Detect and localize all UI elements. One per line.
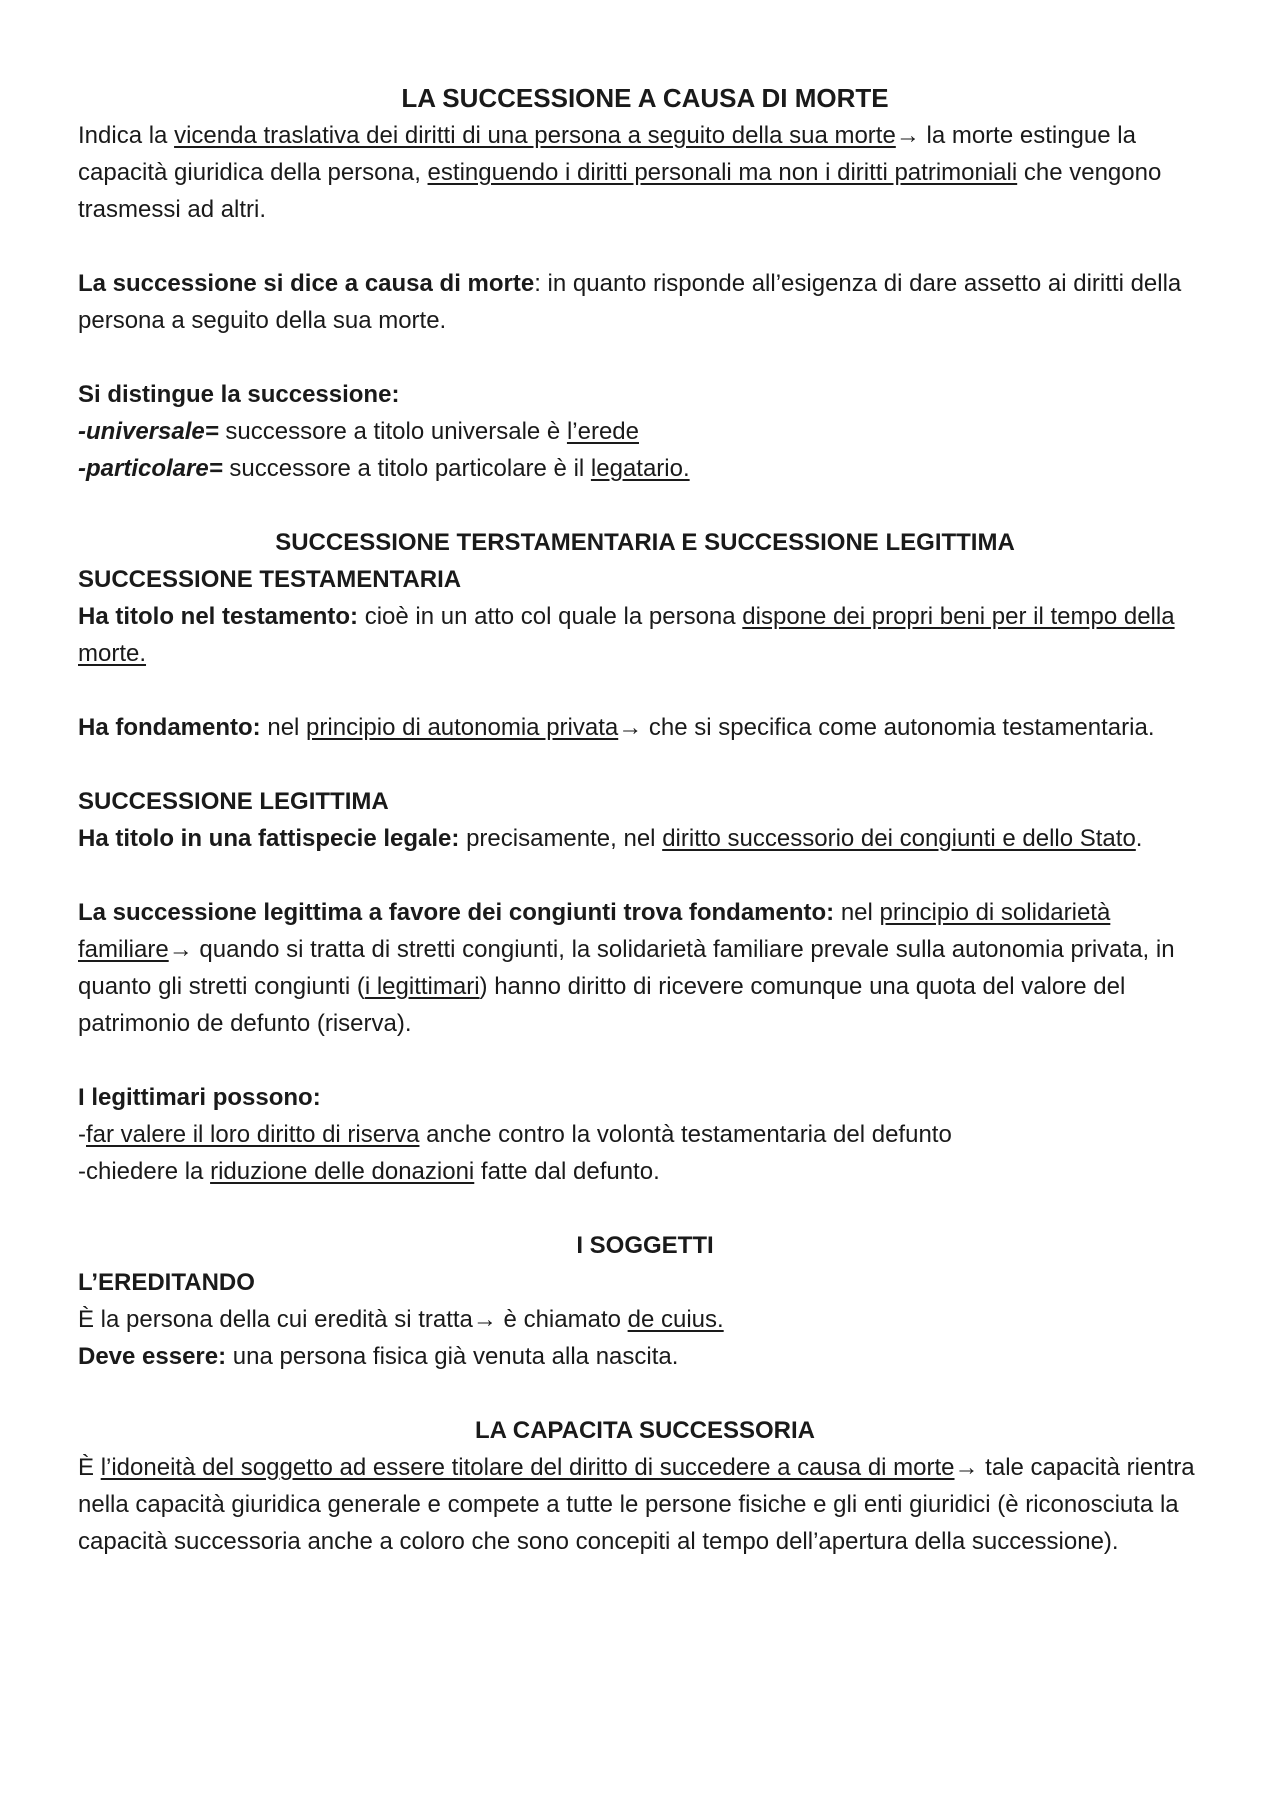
congiunti-text-2: → quando si tratta di stretti congiunti, la solidarietà familiare prevale sulla autonomia privata, in quanto gli stretti congiunti ( bbox=[78, 936, 1175, 1000]
causa-text: : in quanto risponde all’esigenza di dare assetto ai diritti della persona a seguito della sua morte. bbox=[78, 270, 1182, 334]
intro-text-2: → la morte estingue la capacità giuridica della persona, bbox=[78, 122, 1136, 186]
capacita-underline: l’idoneità del soggetto ad essere titolare del diritto di succedere a causa di morte bbox=[100, 1454, 955, 1481]
particolare-text: successore a titolo particolare è il bbox=[222, 455, 591, 482]
fondamento-text-1: nel bbox=[260, 714, 307, 741]
legittimari-item-1 bbox=[78, 1116, 1212, 1153]
item-1-text: anche contro la volontà testamentaria del defunto bbox=[419, 1121, 952, 1148]
intro-underline-1: vicenda traslativa dei diritti di una persona a seguito della sua morte bbox=[174, 122, 896, 149]
capacita-text-2: → tale capacità rientra nella capacità giuridica generale e compete a tutte le persone fisiche e gli enti giuridici (è riconosciuta la capacità successoria anche a coloro che sono concepiti al tempo dell’apertura della successione). bbox=[78, 1454, 1195, 1555]
item-2-text-2: fatte dal defunto. bbox=[474, 1158, 660, 1185]
item-2-text-1: -chiedere la bbox=[78, 1158, 211, 1185]
congiunti-bold: La successione legittima a favore dei congiunti trova fondamento: bbox=[78, 899, 835, 926]
testamentaria-titolo-text: cioè in un atto col quale la persona bbox=[358, 603, 743, 630]
causa-bold: La successione si dice a causa di morte bbox=[78, 270, 535, 297]
fondamento-underline: principio di autonomia privata bbox=[306, 714, 619, 741]
intro-paragraph bbox=[78, 117, 1212, 228]
universale-text: successore a titolo universale è bbox=[218, 418, 567, 445]
fondamento-text-2: → che si specifica come autonomia testamentaria. bbox=[618, 714, 1155, 741]
section-heading-capacita: LA CAPACITA SUCCESSORIA bbox=[474, 1417, 815, 1444]
universale-label: -universale= bbox=[78, 418, 219, 445]
legittima-titolo-underline: diritto successorio dei congiunti e dello Stato bbox=[662, 825, 1136, 852]
item-1-underline: far valere il loro diritto di riserva bbox=[86, 1121, 420, 1148]
legittimari-heading: I legittimari possono: bbox=[78, 1084, 321, 1111]
legittima-titolo bbox=[78, 820, 1212, 857]
ereditando-underline: de cuius. bbox=[627, 1306, 724, 1333]
congiunti-underline-1: principio di solidarietà familiare bbox=[78, 899, 1111, 963]
ereditando-heading: L’EREDITANDO bbox=[78, 1269, 255, 1296]
particolare-underline: legatario. bbox=[590, 455, 690, 482]
deve-essere-text: una persona fisica già venuta alla nascita. bbox=[226, 1343, 679, 1370]
testamentaria-titolo-underline: dispone dei propri beni per il tempo della morte. bbox=[78, 603, 1175, 667]
particolare-line bbox=[78, 450, 1212, 487]
ereditando-line-2 bbox=[78, 1338, 1212, 1375]
capacita-paragraph bbox=[78, 1449, 1212, 1560]
section-heading-successione: SUCCESSIONE TERSTAMENTARIA E SUCCESSIONE LEGITTIMA bbox=[275, 529, 1015, 556]
deve-essere-bold: Deve essere: bbox=[78, 1343, 227, 1370]
distingue-heading: Si distingue la successione: bbox=[78, 381, 400, 408]
congiunti-text-1: nel bbox=[834, 899, 880, 926]
legittimari-item-2 bbox=[78, 1153, 1212, 1190]
intro-underline-2: estinguendo i diritti personali ma non i diritti patrimoniali bbox=[427, 159, 1018, 186]
intro-text-3: che vengono trasmessi ad altri. bbox=[78, 159, 1162, 223]
document-page bbox=[78, 80, 1212, 1560]
ereditando-line-1 bbox=[78, 1301, 1212, 1338]
congiunti-paragraph bbox=[78, 894, 1212, 1042]
testamentaria-heading: SUCCESSIONE TESTAMENTARIA bbox=[78, 566, 462, 593]
fondamento-bold: Ha fondamento: bbox=[78, 714, 261, 741]
item-2-underline: riduzione delle donazioni bbox=[210, 1158, 475, 1185]
universale-underline: l’erede bbox=[566, 418, 639, 445]
page-title: LA SUCCESSIONE A CAUSA DI MORTE bbox=[401, 83, 889, 113]
testamentaria-fondamento bbox=[78, 709, 1212, 746]
congiunti-underline-2: i legittimari bbox=[364, 973, 480, 1000]
testamentaria-titolo-bold: Ha titolo nel testamento: bbox=[78, 603, 359, 630]
ereditando-text: È la persona della cui eredità si tratta→ è chiamato bbox=[78, 1306, 628, 1333]
causa-paragraph bbox=[78, 265, 1212, 339]
item-1-dash: - bbox=[78, 1121, 86, 1148]
congiunti-text-3: ) hanno diritto di ricevere comunque una quota del valore del patrimonio de defunto (riserva). bbox=[78, 973, 1126, 1037]
legittima-titolo-text: precisamente, nel bbox=[459, 825, 663, 852]
testamentaria-titolo bbox=[78, 598, 1212, 672]
legittima-heading: SUCCESSIONE LEGITTIMA bbox=[78, 788, 389, 815]
universale-line bbox=[78, 413, 1212, 450]
legittima-titolo-bold: Ha titolo in una fattispecie legale: bbox=[78, 825, 460, 852]
particolare-label: -particolare= bbox=[78, 455, 223, 482]
intro-text-1: Indica la bbox=[78, 122, 175, 149]
capacita-text-1: È bbox=[78, 1454, 101, 1481]
section-heading-soggetti: I SOGGETTI bbox=[576, 1232, 714, 1259]
legittima-titolo-end: . bbox=[1135, 825, 1143, 852]
